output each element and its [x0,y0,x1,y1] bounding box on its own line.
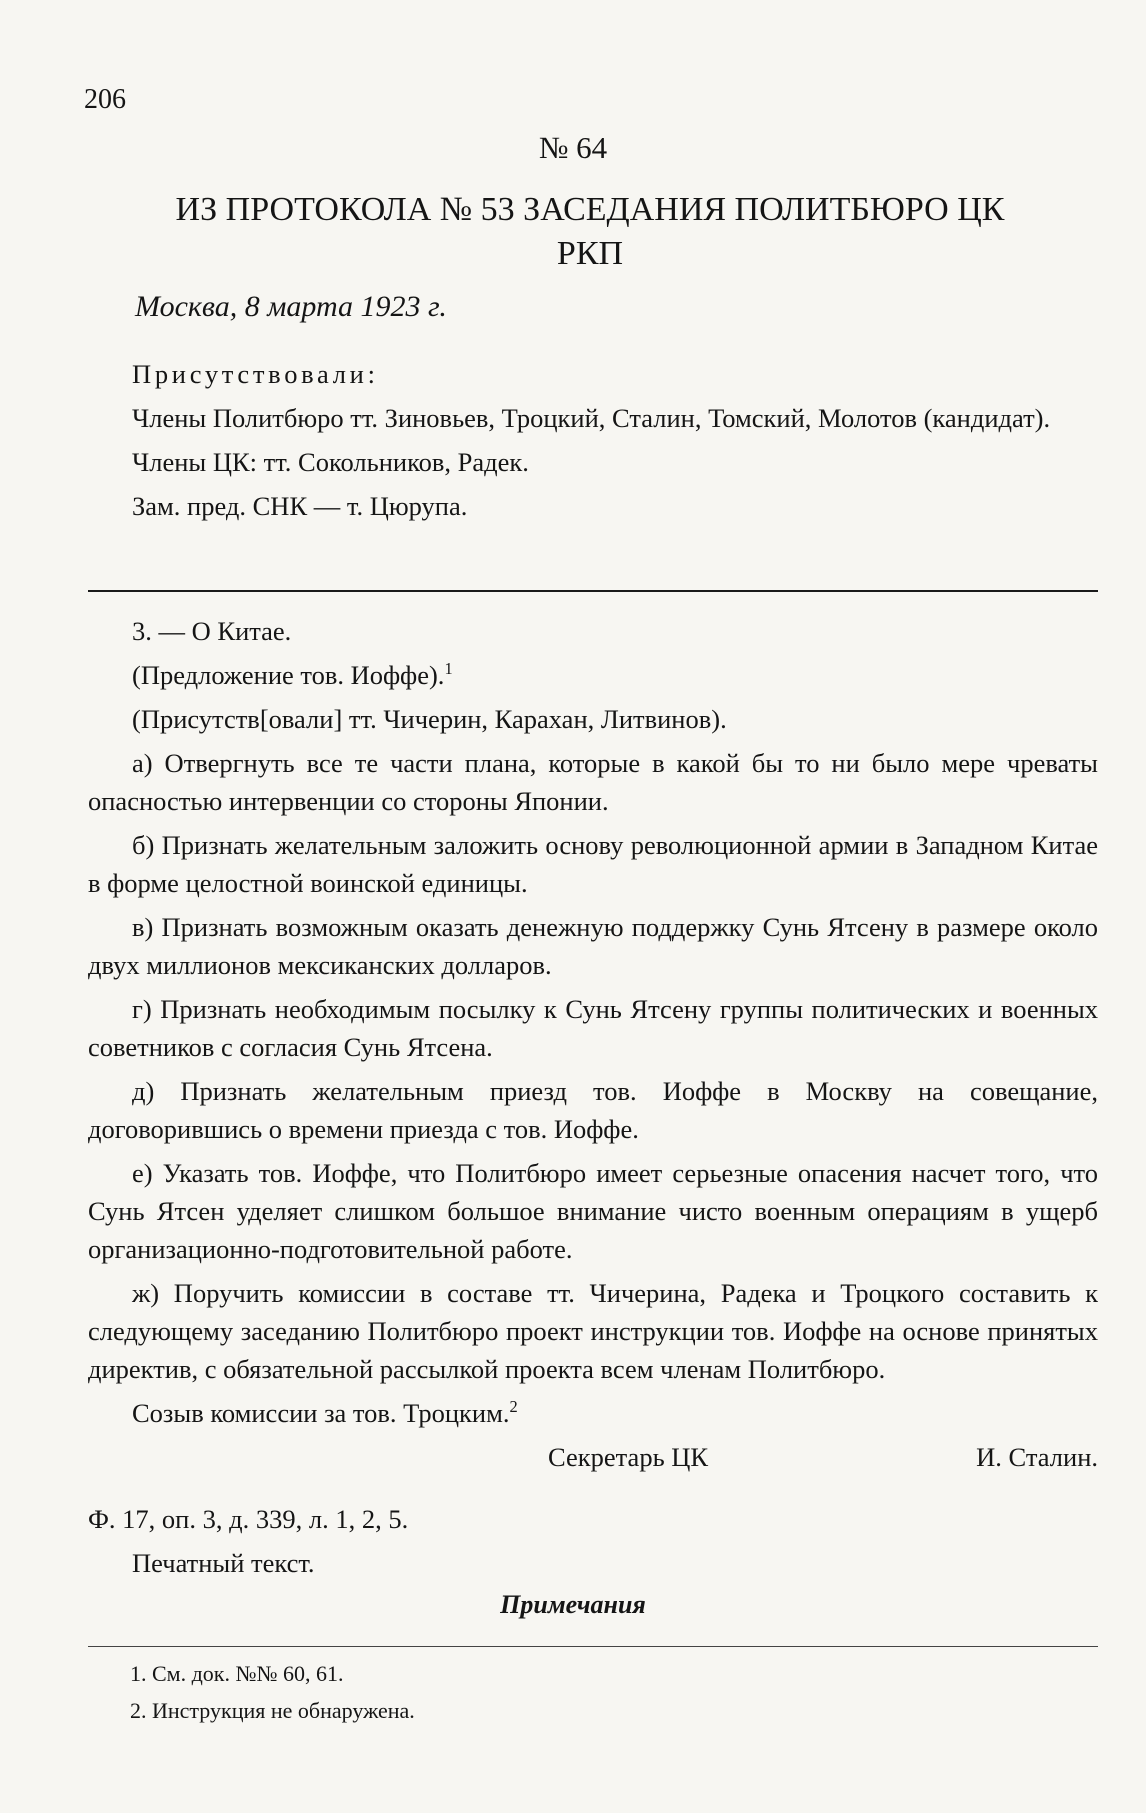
note-2: 2. Инструкция не обнаружена. [130,1698,415,1723]
point-e: е) Указать тов. Иоффе, что Политбюро имеет серьезные опасения насчет того, что Сунь Ятсен уделяет слишком большое внимание чисто военным операциям в ущерб организационно-подготовительной работе. [88,1158,1098,1264]
source-type: Печатный текст. [132,1548,315,1578]
title-line-2: РКП [556,235,624,272]
item-convene [88,1394,1098,1432]
section-divider [88,590,1098,592]
footnote-ref-2[interactable]: 2 [509,1397,518,1417]
footnote-ref-1[interactable]: 1 [444,659,453,679]
source-archive: Ф. 17, оп. 3, д. 339, л. 1, 2, 5. [88,1504,409,1534]
item-heading: 3. — О Китае. [132,616,292,646]
notes-divider [88,1646,1098,1647]
note-1: 1. См. док. №№ 60, 61. [130,1661,344,1686]
signature-row [88,1438,1098,1478]
point-a: а) Отвергнуть все те части плана, которые в какой бы то ни было мере чреваты опасностью интервенции со стороны Японии. [88,748,1098,816]
attendance-block [88,355,1098,531]
point-v: в) Признать возможным оказать денежную поддержку Сунь Ятсену в размере около двух миллионов мексиканских долларов. [88,912,1098,980]
notes-heading: Примечания [500,1590,646,1619]
proposal-text: (Предложение тов. Иоффе). [132,660,445,690]
point-zh: ж) Поручить комиссии в составе тт. Чичерина, Радека и Троцкого составить к следующему заседанию Политбюро проект инструкции тов. Иоффе на основе принятых директив, с обязательной рассылкой проекта всем членам Политбюро. [88,1278,1098,1384]
attendance-cc: Члены ЦК: тт. Сокольников, Радек. [132,447,529,477]
attendance-politburo: Члены Политбюро тт. Зиновьев, Троцкий, Сталин, Томский, Молотов (кандидат). [132,403,1051,433]
convene-text: Созыв комиссии за тов. Троцким. [132,1398,510,1428]
point-d: д) Признать желательным приезд тов. Иоффе в Москву на совещание, договорившись о времени приезда с тов. Иоффе. [88,1076,1098,1144]
title-line-1: ИЗ ПРОТОКОЛА № 53 ЗАСЕДАНИЯ ПОЛИТБЮРО ЦК [175,191,1005,228]
signature-role: Секретарь ЦК [548,1442,709,1472]
document-number: № 64 [538,130,608,165]
document-title [95,188,1085,276]
place-date: Москва, 8 марта 1923 г. [135,290,447,323]
point-b: б) Признать желательным заложить основу революционной армии в Западном Китае в форме целостной воинской единицы. [88,830,1098,898]
agenda-item [88,612,1098,1588]
attendance-snk: Зам. пред. СНК — т. Цюрупа. [132,491,468,521]
notes-list [130,1655,415,1729]
signature-name: И. Сталин. [976,1442,1098,1472]
attendance-heading: Присутствовали: [132,359,379,389]
page-number: 206 [84,84,126,115]
item-present: (Присутств[овали] тт. Чичерин, Карахан, Литвинов). [132,704,727,734]
point-g: г) Признать необходимым посылку к Сунь Ятсену группы политических и военных советников с согласия Сунь Ятсена. [88,994,1098,1062]
item-proposal [88,656,1098,694]
